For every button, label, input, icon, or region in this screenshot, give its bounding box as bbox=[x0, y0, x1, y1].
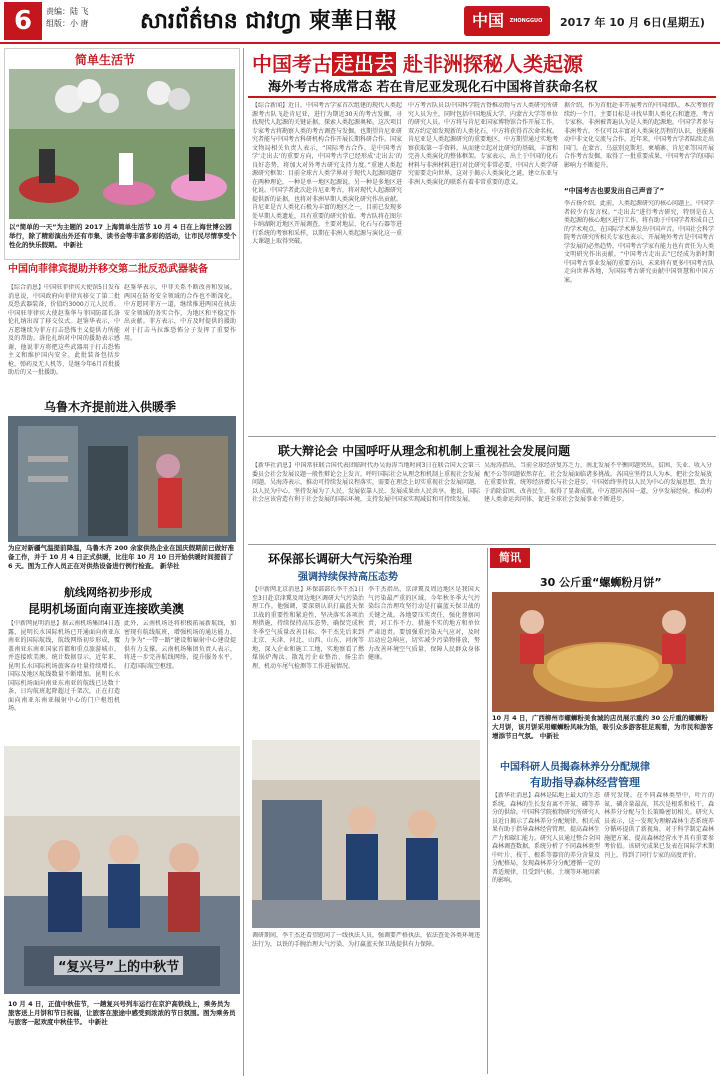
urumqi-heating-photo bbox=[8, 416, 236, 542]
column-divider-left bbox=[243, 48, 244, 1076]
lead-body-col-3-text: 据介绍，作为首批赴非开展考古的中国团队，本次考察持续约一个月，主要目标是寻找早期人类化石和遗迹。考古专家称，非洲被普遍认为是人类的起源地，中国学者参与非洲考古，不仅可以丰富对人类演化历程的认识，也能推动中非文化交流与合作。近年来，中国考古学者陆续走出国门，在蒙古、乌兹别克斯坦、柬埔寨、肯尼亚等国开展合作考古发掘，取得了一批重要成果，中国考古学的国际影响力不断提升。 bbox=[564, 102, 714, 169]
issue-date: 2017 年 10 月 6日(星期五) bbox=[560, 16, 705, 29]
briefs-headline: 30 公斤重“螺蛳粉月饼” bbox=[540, 576, 662, 589]
forestry-body: 【新华社消息】森林是陆地上最大的生态系统，森林的生长发育离不开氮、磷等养分的供给。中国科学院植物研究所研究人员近日揭示了森林养分分配规律，相关成果有助于指导森林经营管理，提高森林生产力和碳汇能力。研究人员通过整合全国森林调查数据，系统分析了不同森林类型中叶片、枝干、根系等器官的养分含量及分配格局，发现森林养分分配遵循一定的普适规律，且受到气候、土壤等环境因素的影响。 bbox=[492, 792, 600, 884]
divider-lead bbox=[248, 436, 716, 437]
environment-subhead: 强调持续保持高压态势 bbox=[298, 572, 398, 583]
section-logo-sub: ZHONGGUO bbox=[509, 18, 543, 24]
forestry-article bbox=[490, 756, 716, 1074]
masthead bbox=[0, 0, 720, 44]
philippines-aid-body: 【综合消息】中国驻菲律宾大使馆5日发布消息说，中国政府向菲律宾移交了第二批反恐武器装备，价值约3000万元人民币。中国驻菲律宾大使赵鉴华与菲国防部长洛伦扎纳出席了移交仪式。赵鉴华表示，中方愿继续为菲方打击恐怖主义提供力所能及的帮助。洛伦扎纳对中国的援助表示感谢，他说菲方将把这些武器用于打击恐怖主义和维护国内安全。此批装备包括步枪、弹药及无人机等，是继今年6月首批援助后的又一批援助。 bbox=[8, 284, 120, 376]
forestry-headline-main: 中国科研人员揭森林养分分配规律 bbox=[500, 762, 650, 773]
lead-rule bbox=[248, 96, 716, 98]
fuxing-train-section bbox=[4, 746, 240, 1076]
forestry-headline-sub: 有助指导森林经营管理 bbox=[530, 776, 640, 789]
simple-life-caption: 以“简单的一天”为主题的 2017 上海简单生活节 10 月 4 日在上海世博公园举行，除了精彩演出外还有市集、读书会等丰富多彩的活动，让市民尽情享受个性化的快乐假期。 中新社 bbox=[9, 223, 237, 249]
environment-photo bbox=[252, 740, 480, 928]
designer: 组版：小 唐 bbox=[46, 19, 89, 28]
briefs-label: 简讯 bbox=[490, 548, 530, 568]
lead-story bbox=[248, 46, 716, 434]
kunming-aviation-article bbox=[4, 582, 240, 742]
fuxing-train-headline: “复兴号”上的中秋节 bbox=[54, 956, 183, 975]
lead-body-col-1: 【综合新闻】近日，中国考古学家首次组建的现代人类起源考古队飞赴肯尼亚，进行为期近30天的考古发掘，寻找现代人起源的关键证据，探索人类起源奥秘。这次项目专家考古将勘察人类的考古调查与发掘，也期望肯尼亚研究者能与中国考古科研机构合作开展长期科研合作。国家文物局相关负责人表示，“国际考古合作，是中国考古学‘走出去’的重要方向，中国考古学已经形成‘走出去’的良好态势，将加大对外考古研究支持力度。”重建人类起源研究框架：目前全球古人类学界对于现代人起源问题存在两种理论，一种是单一地区起源说，另一种是多地区进化说。中国学者此次赴肯尼亚考古，将对现代人起源研究提供新的证据，也将对非洲早期人类演化研究作出贡献。肯尼亚是古人类化石极为丰富的地区之一，目前已发现多处早期人类遗址，具有重要的研究价值。考古队将在图尔卡纳湖附近地区开展调查，主要对地层、化石与石器等进行系统的考察和采样，以期在非洲人类起源与演化这一重大课题上取得突破。 bbox=[252, 102, 402, 245]
lead-qa-subhead: “中国考古也要发出自己声音了” bbox=[564, 187, 665, 195]
philippines-aid-headline: 中国向菲律宾提助并移交第二批反恐武器装备 bbox=[8, 264, 208, 275]
simple-life-headline: 简单生活节 bbox=[75, 53, 136, 67]
philippines-aid-body-continued: 赵鉴华表示，中菲关系不断改善和发展，两国在防务安全领域的合作也不断深化。中方愿同菲方一道，继续推进两国在执法安全领域的务实合作，为地区和平稳定作出贡献。菲方表示，中方及时提供的援助对于打击马拉维恐怖分子发挥了重要作用。 bbox=[124, 284, 236, 342]
environment-article bbox=[248, 548, 484, 1074]
environment-headline: 环保部长调研大气污染治理 bbox=[268, 552, 413, 566]
heating-photo-illustration bbox=[8, 416, 236, 542]
un-dialogue-body: 【新华社消息】中国常驻联合国代表团临时代办吴海涛当地时间3日在联合国大会第三委员会社会发展议题一般性辩论会上发言，呼吁国际社会从理念和机制上重视社会发展问题。吴海涛表示，推动可持续发展议程落实，需要在理念上切实重视社会发展问题，以人民为中心，坚持发展为了人民、发展依靠人民、发展成果由人民共享。他说，国际社会应该营造有利于社会发展的国际环境，支持发展中国家实现减贫和可持续发展。 bbox=[252, 462, 480, 503]
briefs-caption: 10 月 4 日，广西柳州市螺蛳粉美食城的店员展示重约 30 公斤重的螺蛳粉大月饼，该月饼采用螺蛳粉风味为馅，吸引众多游客驻足观看，为市民和游客增添节日气氛。 中新社 bbox=[492, 714, 713, 740]
philippines-aid-article bbox=[4, 262, 240, 394]
train-interior-illustration bbox=[252, 740, 480, 928]
divider-dialogue bbox=[248, 544, 716, 545]
environment-body-continued: 李干杰指出，京津冀及周边地区是我国大气污染最严重的区域，今年秋冬季大气污染综合治理攻坚行动是打赢蓝天保卫战的关键之战。各地要压实责任，强化督察问责，对工作不力、措施不实的地方和单位严肃追责。要加强重污染天气应对，及时启动应急响应，切实减少污染物排放，努力改善环境空气质量，保障人民群众身体健康。 bbox=[368, 586, 480, 661]
un-dialogue-headline: 联大辩论会 中国呼吁从理念和机制上重视社会发展问题 bbox=[278, 444, 571, 458]
aviation-headline-top: 航线网络初步形成 bbox=[64, 586, 152, 599]
aviation-body-continued: 此外，云南机场还将积极拓展新航线，加密现有航线航班，增强机场的通达能力，力争为“一带一路”建设和辐射中心建设提供有力支撑。云南机场集团负责人表示，将进一步完善航线网络，提升服务水平，打造国际航空枢纽。 bbox=[124, 620, 236, 670]
aviation-body: 【中新网昆明消息】据云南机场集团4日透露，昆明长水国际机场已开通面向南亚东南亚的国际航线，航线网络初步形成，覆盖南亚东南亚国家首都和重点旅游城市，并连接欧美澳。统计数据显示，近年来，昆明长水国际机场旅客吞吐量持续增长，国际及地区航线数量不断增加。昆明长水国际机场面向南亚东南亚的航线已达数十条，日均航班起降超过千架次，正在打造面向南亚东南亚辐射中心的门户枢纽机场。 bbox=[8, 620, 120, 712]
section-logo bbox=[464, 6, 550, 36]
editor: 责编：陆 飞 bbox=[46, 7, 89, 16]
urumqi-heating-section bbox=[4, 396, 240, 576]
urumqi-heating-headline: 乌鲁木齐提前进入供暖季 bbox=[44, 400, 177, 414]
lead-body-col-3 bbox=[564, 102, 714, 430]
forestry-body-continued: 研究发现，在不同森林类型中，叶片的氮、磷含量最高，其次是根系和枝干，森林养分分配与生长策略密切相关。研究人员表示，这一发现为理解森林生态系统养分循环提供了新视角，对于科学制定森林施肥方案、提高森林经营水平具有重要参考价值。该研究成果已发表在国际学术期刊上，得到了同行专家的高度评价。 bbox=[604, 792, 714, 859]
column-divider-right bbox=[487, 548, 488, 1074]
un-dialogue-body-continued: 吴海涛指出，当前全球经济复苏乏力，南北发展不平衡问题突出，贫困、失业、收入分配不公等问题依然存在，社会发展面临诸多挑战。各国应坚持以人为本，把社会发展放在重要位置，统筹经济增长与社会进步。中国始终坚持以人民为中心的发展思想，致力于消除贫困，改善民生，取得了显著成就。中方愿同各国一道，分享发展经验，推动构建人类命运共同体，促进全球社会发展事业不断进步。 bbox=[484, 462, 712, 503]
lead-headline-part-a: 中国考古 bbox=[252, 52, 332, 76]
festival-photo-illustration bbox=[9, 69, 235, 219]
editor-credits bbox=[46, 6, 89, 30]
aviation-headline-main: 昆明机场面向南亚连接欧美澳 bbox=[28, 602, 185, 616]
briefs-section bbox=[490, 548, 716, 754]
section-logo-text: 中国 bbox=[472, 11, 505, 30]
environment-body: 【中新网北京消息】环保部部长李干杰1日至3日赴京津冀及周边地区调研大气污染治理工作。他强调，要深刻认识打赢蓝天保卫战的重要性和紧迫性，坚决落实各项治理措施，持续保持高压态势，确保完成秋冬季空气质量改善目标。李干杰先后来到北京、天津、河北、山西、山东、河南等地，深入企业和施工工地，实地察看了燃煤锅炉淘汰、散乱污企业整治、扬尘治理、机动车尾气检测等工作进展情况。 bbox=[252, 586, 364, 670]
briefs-photo bbox=[492, 592, 714, 712]
lead-body-col-3-more: 李占扬介绍，此前，人类起源研究的核心问题上，中国学者较少有发言权。“走出去”进行考古研究，特别是在人类起源的核心地区进行工作，将有助于中国学者形成自己的学术观点，在国际学术界发出中国声音。中国社会科学院考古研究所相关专家也表示，开展境外考古是中国考古学发展的必然趋势，中国考古学家有能力也有责任为人类文明研究作出贡献。“中国考古走出去”已经成为新时期中国考古事业发展的重要方向，未来将有更多中国考古队走向世界各地，为国际考古研究贡献中国智慧和中国方案。 bbox=[564, 200, 714, 284]
lead-subhead: 海外考古将成常态 若在肯尼亚发现化石中国将首获命名权 bbox=[268, 80, 598, 95]
lead-headline-part-b: 走出去 bbox=[334, 52, 394, 76]
lead-headline bbox=[252, 48, 583, 77]
mooncake-photo-illustration bbox=[492, 592, 714, 712]
newspaper-name: សារព័ត៌មាន ជាវហ្វា 柬華日報 bbox=[140, 8, 397, 34]
simple-life-section bbox=[4, 48, 240, 260]
urumqi-heating-caption: 为应对新疆气温提前降温，乌鲁木齐 200 余家供热企业在国庆假期前已做好准备工作，并于 10 月 4 日正式供暖，比往年 10 月 10 日开始供暖时间提前了 6 天。图为工作人员正在对供热设备进行例行检查。 新华社 bbox=[8, 544, 235, 570]
lead-body-col-2: 中方考古队员以中国科学院古脊椎动物与古人类研究所研究人员为主，同时包括中国地质大学、内蒙古大学等单位的研究人员。中方将与肯尼亚国家博物馆合作开展工作，双方约定如发现新的人类化石，中方将获得首次命名权。肯尼亚是人类起源研究的重要地区，中方期望通过实地考察获取第一手资料，从而建立起对比研究的基础，丰富和完善人类演化的整体框架。专家表示，出土于中国的化石材料与非洲材料进行对比研究非常必要，中国古人类学研究需要走向世界，这对于揭示人类演化之谜，建立东亚与非洲人类演化的联系有着非常重要的意义。 bbox=[408, 102, 558, 186]
lead-headline-part-c: 赴非洲探秘人类起源 bbox=[396, 52, 583, 76]
simple-life-photo bbox=[9, 69, 235, 219]
page-number: 6 bbox=[4, 2, 42, 40]
un-dialogue-article bbox=[248, 440, 716, 542]
environment-body-lower: 调研期间，李干杰还看望慰问了一线执法人员，强调要严格执法，依法查处各类环境违法行为，以铁的手腕治理大气污染，为打赢蓝天保卫战提供有力保障。 bbox=[252, 932, 480, 948]
fuxing-train-caption: 10 月 4 日，正值中秋佳节，一趟复兴号列车运行在京沪高铁线上，乘务员为旅客送上月饼和节日祝福，让旅客在旅途中感受到浓浓的节日氛围。图为乘务员与旅客一起欢度中秋佳节。 中新社 bbox=[8, 1000, 236, 1026]
